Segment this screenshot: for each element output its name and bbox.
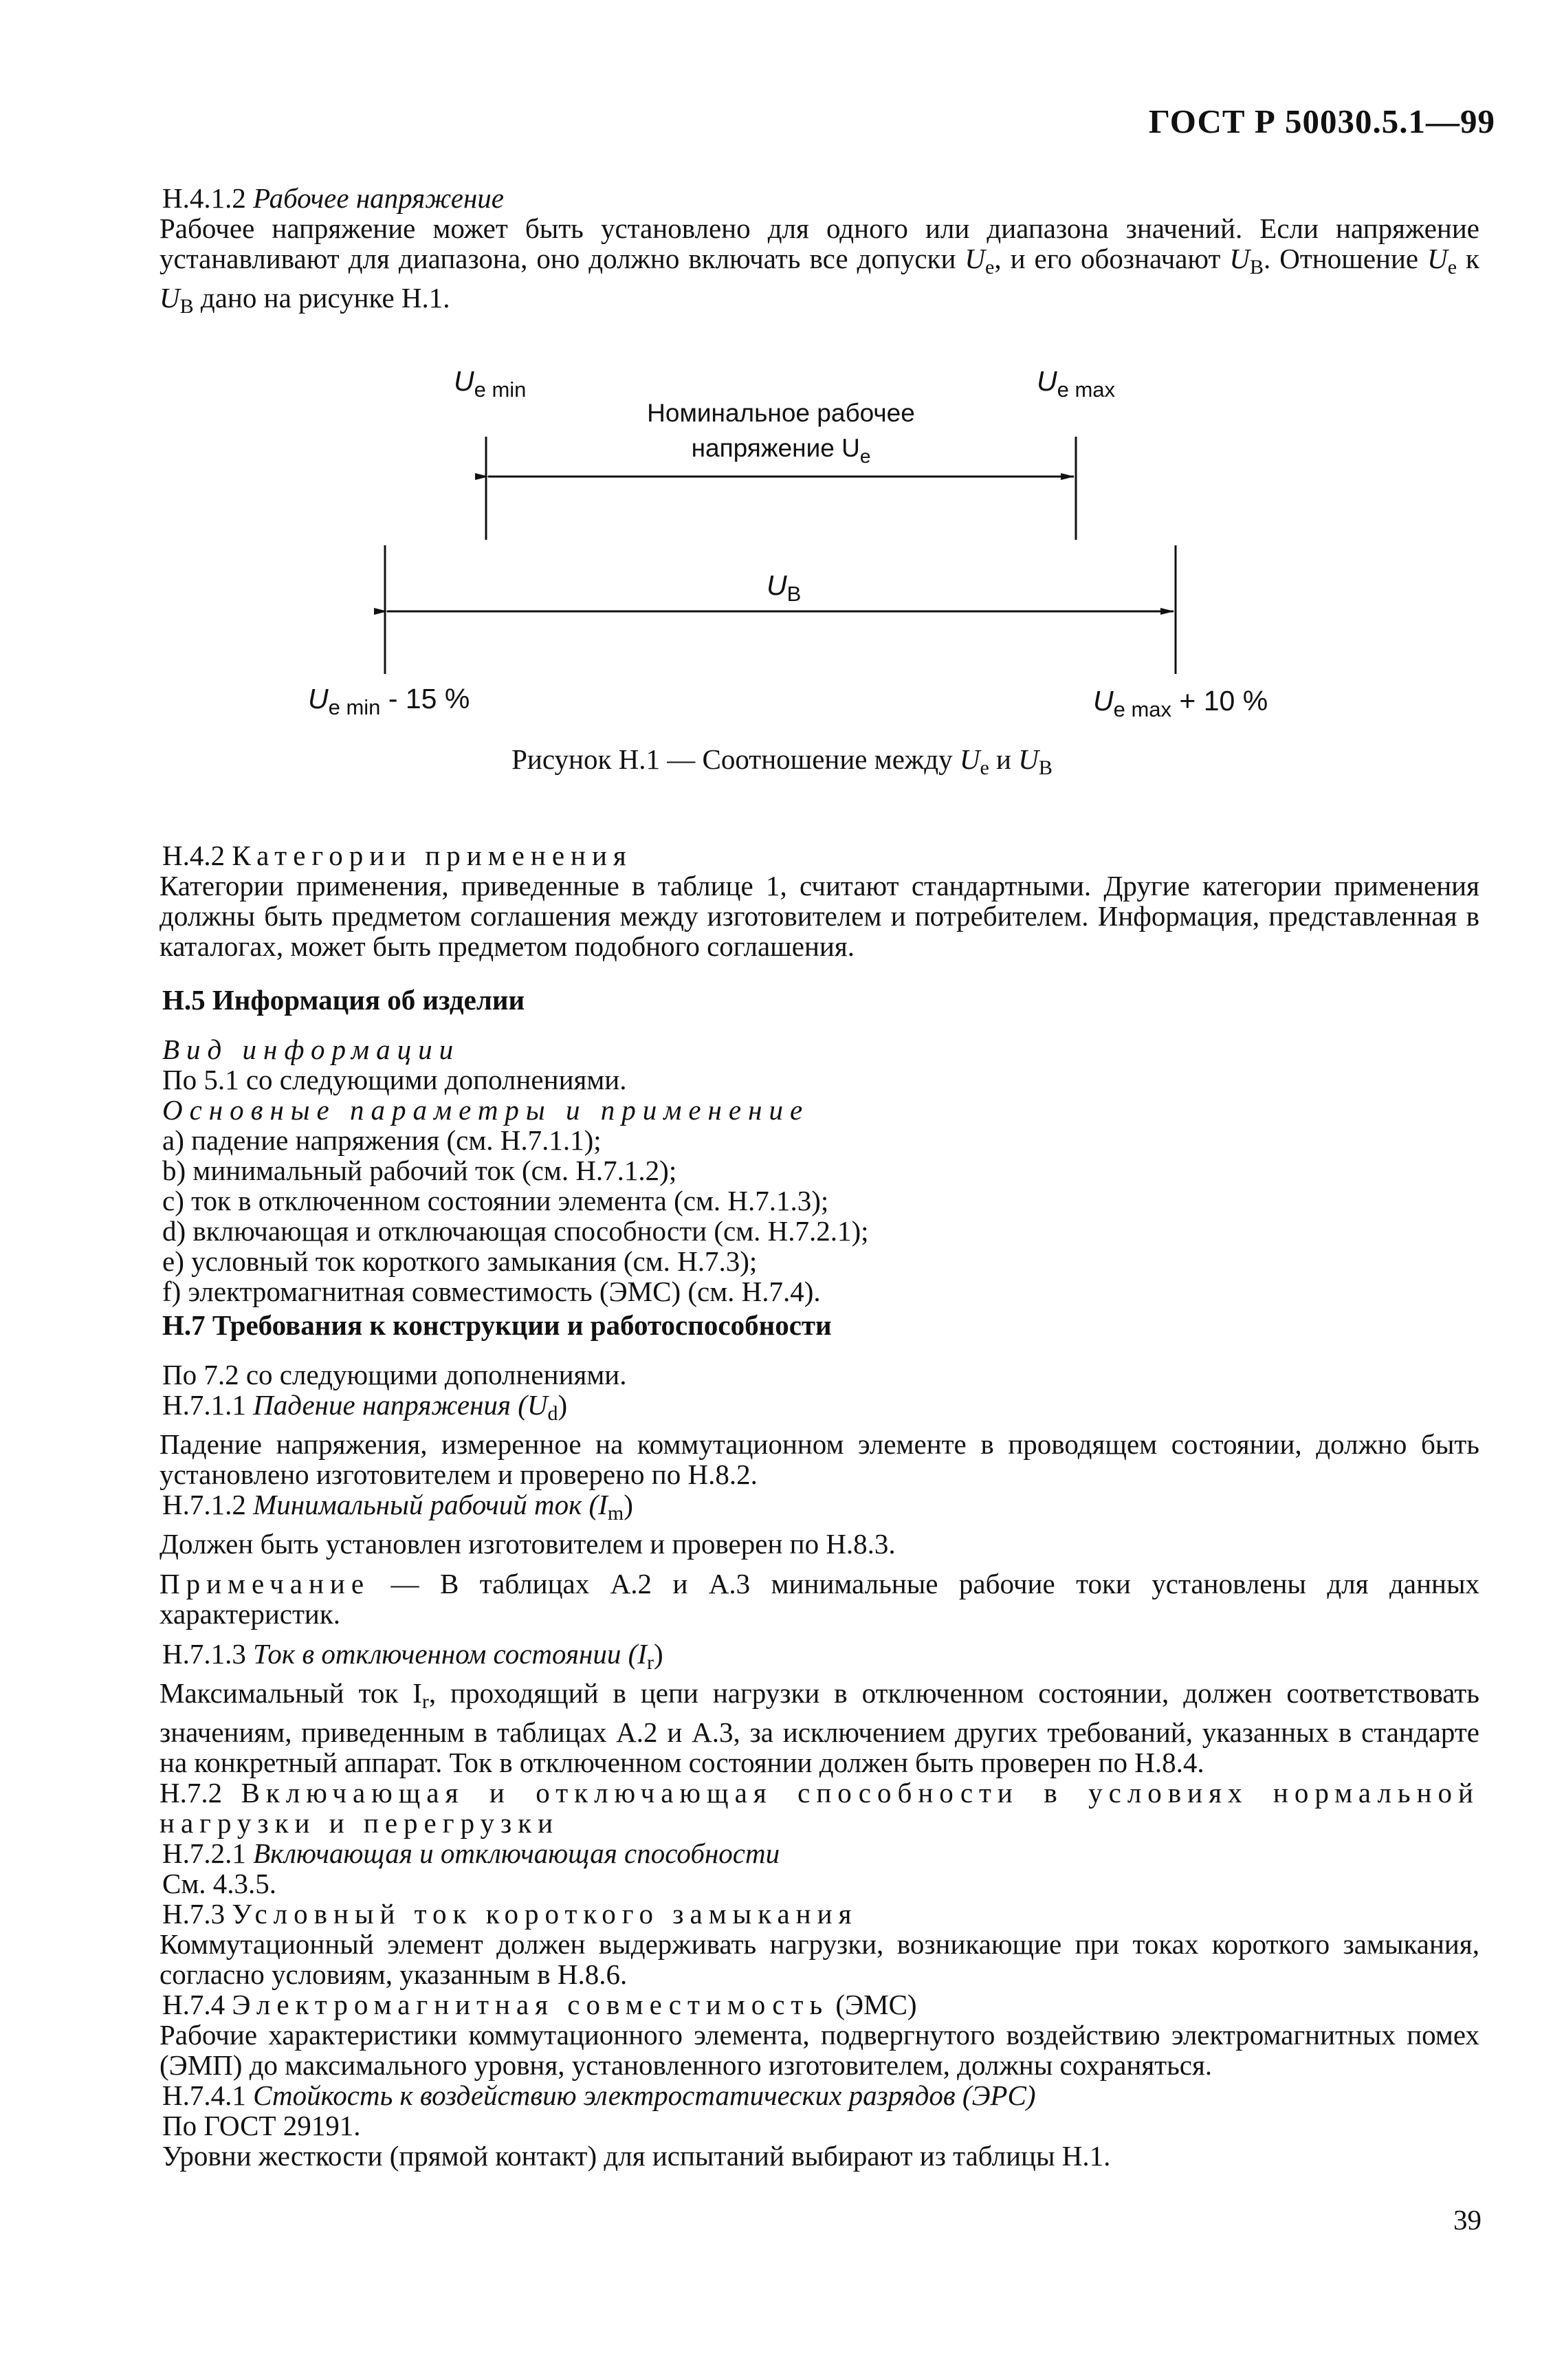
text-run: дано на рисунке Н.1. [193,282,450,314]
section-title: Категории применения [232,840,632,871]
note-text: — В таблицах А.2 и А.3 минимальные рабочие токи установлены для данных характеристик. [159,1568,1479,1630]
figure-voltage-relation [0,0,1564,825]
subscript: e [1447,256,1457,279]
section-title: Минимальный рабочий ток (I [253,1489,608,1520]
heading-h741 [159,2080,1479,2110]
text-run: Рисунок Н.1 — Соотношение между [511,743,960,775]
label-nominal-line2: напряжение $U_e$ [691,434,871,467]
label-ue-max: $U_{e max}$ [1037,365,1116,402]
section-number: Н.7.1.2 [162,1489,246,1520]
section-heading [159,840,1479,871]
section-title: Ток в отключенном состоянии (I [253,1638,647,1670]
subscript: r [646,1651,654,1674]
text-run: , и его обозначают [994,243,1230,274]
list-item: c) ток в отключенном состоянии элемента (см. Н.7.1.3); [162,1185,829,1216]
text-run: Рабочее напряжение может быть установлено для одного или диапазона значений. Если напряжение устанавливают для диапазона, оно должно включать все допуски [159,212,1479,274]
subscript: B [179,295,194,318]
text-run: Максимальный ток I [159,1677,422,1709]
subscript: B [1038,756,1053,779]
list-item: b) минимальный рабочий ток (см. Н.7.1.2); [162,1155,677,1186]
paragraph: Уровни жесткости (прямой контакт) для испытаний выбирают из таблицы Н.1. [162,2140,1111,2172]
text-run: ) [558,1389,568,1421]
section-number: Н.7.3 [162,1898,225,1930]
text-run: к [1457,243,1479,274]
section-title: Стойкость к воздействию электростатических разрядов (ЭРС) [253,2079,1036,2111]
note [159,1569,1479,1629]
symbol: U [959,743,980,775]
heading-h712 [159,1489,1479,1529]
section-number: Н.7.4 [162,1989,225,2020]
paragraph [159,1678,1479,1778]
note-label: Примечание [159,1568,371,1600]
page-number: 39 [1453,2204,1482,2236]
text-run: и [989,743,1019,775]
subscript: r [421,1690,429,1713]
symbol: U [159,282,180,314]
label-nominal-line1: Номинальное рабочее [647,399,915,427]
paragraph: По 7.2 со следующими дополнениями. [162,1359,627,1390]
section-title: Н.5 Информация об изделии [162,984,525,1016]
subscript: e [985,256,995,279]
label-high-limit: $U_{e max} + 10$ % [1093,685,1268,721]
section-h42 [159,840,1479,961]
label-ue-min: $U_{e min}$ [454,365,527,402]
section-title: Падение напряжения (U [253,1389,548,1421]
heading-h73 [159,1899,1479,1929]
symbol: U [1018,743,1039,775]
subscript: d [547,1402,558,1425]
heading-h721 [159,1838,1479,1868]
label-low-limit: $U_{e min} - 15$ % [308,683,470,719]
text-run: (ЭМС) [828,1989,917,2020]
subscript: B [1250,256,1264,279]
figure-caption [0,743,1564,780]
symbol: U [1229,243,1251,274]
subheading-osn: Основные параметры и применение [162,1094,810,1126]
paragraph: Рабочие характеристики коммутационного элемента, подвергнутого воздействию электромагнитных помех (ЭМП) до максимального уровня, установленного изготовителем, должны сохраняться. [159,2019,1479,2081]
section-number: Н.4.1.2 [162,182,246,214]
heading-h72 [159,1778,1479,1838]
section-number: Н.7.2.1 [162,1837,246,1869]
section-number: Н.7.4.1 [162,2079,246,2111]
subscript: e [980,756,989,779]
section-number: Н.7.2 [159,1777,223,1809]
paragraph: См. 4.3.5. [162,1868,277,1899]
paragraph: По 5.1 со следующими дополнениями. [162,1064,627,1095]
paragraph: Коммутационный элемент должен выдерживать нагрузки, возникающие при токах короткого замыкания, согласно условиям, указанным в Н.8.6. [159,1928,1479,1990]
list-item: d) включающая и отключающая способности (см. Н.7.2.1); [162,1215,869,1247]
section-title: Электромагнитная совместимость [232,1989,829,2020]
paragraph: По ГОСТ 29191. [162,2110,361,2141]
paragraph: Падение напряжения, измеренное на коммутационном элементе в проводящем состоянии, должно быть установлено изготовителем и проверено по Н.8.2. [159,1428,1479,1490]
symbol: U [1427,243,1448,274]
section-number: Н.7.1.3 [162,1638,246,1670]
section-title: Включающая и отключающая способности [253,1837,780,1869]
symbol: U [965,243,985,274]
text-run: ) [653,1638,663,1670]
section-number: Н.4.2 [162,840,225,871]
text-run: , проходящий в цепи нагрузки в отключенном состоянии, должен соответствовать значениям, приведенным в таблицах А.2 и А.3, за исключением других требований, указанных в стандарте на конкретный аппарат. Ток в отключенном состоянии должен быть проверен по Н.8.4. [159,1677,1479,1778]
subscript: m [607,1502,624,1525]
section-title: Условный ток короткого замыкания [232,1898,858,1930]
label-ub: $U_B$ [767,569,802,606]
paragraph: Должен быть установлен изготовителем и проверен по Н.8.3. [159,1528,896,1560]
standard-header: ГОСТ Р 50030.5.1—99 [1148,102,1495,140]
paragraph: Категории применения, приведенные в таблице 1, считают стандартными. Другие категории применения должны быть предметом соглашения между изготовителем и потребителем. Информация, представленная в каталогах, может быть предметом подобного соглашения. [159,870,1479,962]
section-title: Н.7 Требования к конструкции и работоспособности [162,1309,832,1341]
list-item: a) падение напряжения (см. Н.7.1.1); [162,1124,602,1156]
text-run: ) [624,1489,633,1520]
list-item: e) условный ток короткого замыкания (см. Н.7.3); [162,1245,758,1277]
heading-h713 [159,1639,1479,1678]
section-title: Рабочее напряжение [253,182,505,214]
section-number: Н.7.1.1 [162,1389,246,1421]
heading-h74 [159,1989,1479,2020]
section-h5 [159,985,1479,1307]
subheading-vid: Вид информации [162,1034,461,1065]
text-run: . Отношение [1264,243,1428,274]
section-title: Включающая и отключающая способности в условиях нормальной нагрузки и перегрузки [159,1777,1479,1839]
list-item: f) электромагнитная совместимость (ЭМС) (см. Н.7.4). [162,1276,821,1307]
heading-h711 [159,1390,1479,1429]
section-h7 [159,1310,1479,2171]
